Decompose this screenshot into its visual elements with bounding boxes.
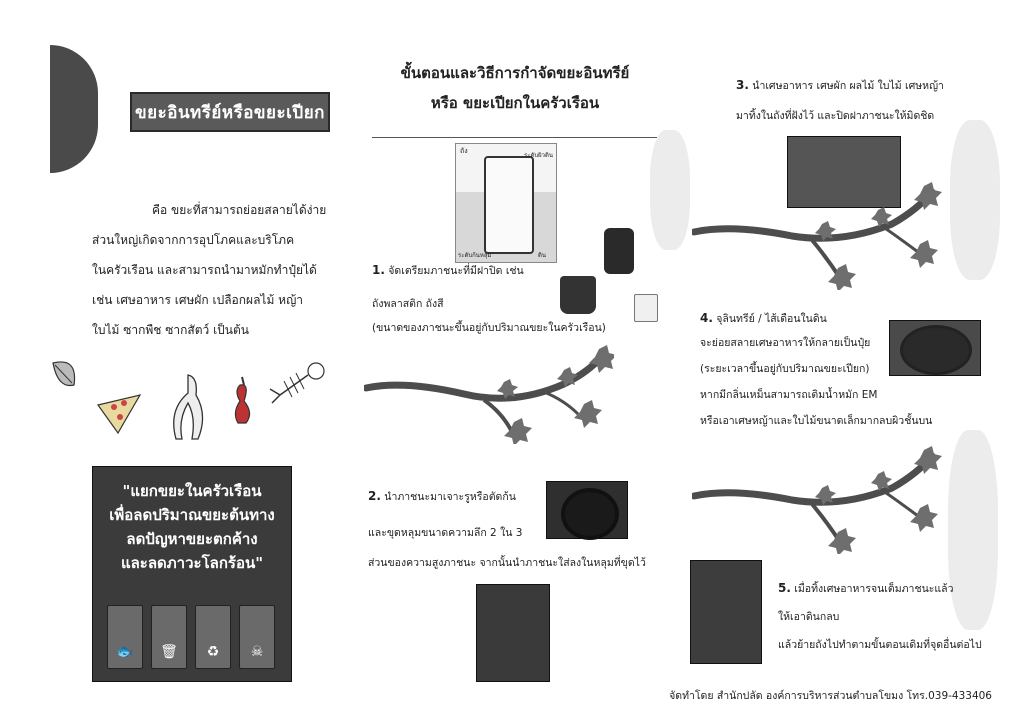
step-line: เมื่อทิ้งเศษอาหารจนเต็มภาชนะแล้ว [794,583,954,595]
step-3 [736,70,976,131]
bin-hazardous [239,605,275,669]
waste-icons [48,355,328,445]
campaign-poster [92,466,292,682]
title-line: หรือ ขยะเปียกในครัวเรือน [430,94,600,112]
buried-bin-photo [476,584,550,682]
decorative-half-circle [50,45,98,173]
background-shape [650,130,690,250]
step-line: หรือเอาเศษหญ้าและใบไม้ขนาดเล็กมากลบผิวชั้นบน [700,415,933,427]
leaf-icon [53,362,75,386]
burial-diagram [455,143,557,263]
step-line: นำเศษอาหาร เศษผัก ผลไม้ ใบไม้ เศษหญ้า [752,80,944,92]
poster-line: "แยกขยะในครัวเรือน [122,482,262,500]
diagram-label: ถัง [460,147,468,155]
step-line: (ระยะเวลาขึ้นอยู่กับปริมาณขยะเปียก) [700,363,870,375]
step-number: 1. [372,263,385,277]
divider [372,137,657,138]
step-line: ให้เอาดินกลบ [778,611,840,623]
step-line: ถังพลาสติก ถังสี [372,298,444,310]
footer-credit: จัดทำโดย สำนักปลัด องค์การบริหารส่วนตำบลโขมง โทร.039-433406 [669,690,992,702]
definition-line: ในครัวเรือน และสามารถนำมาหมักทำปุ๋ยได้ [92,263,317,277]
bin-recycle [195,605,231,669]
section-heading: ขยะอินทรีย์หรือขยะเปียก [130,92,330,132]
skull-icon: ☠ [250,644,264,660]
step-title: จุลินทรีย์ / ไส้เดือนในดิน [716,313,827,325]
trash-icon: 🗑 [160,644,178,660]
step-line: ส่วนของความสูงภาชนะ จากนั้นนำภาชนะใส่ลงในหลุมที่ขุดไว้ [368,557,646,569]
background-shape [950,120,1000,280]
person-burying-photo [690,560,762,664]
poster-line: และลดภาวะโลกร้อน" [120,554,264,572]
step-number: 3. [736,78,749,92]
step-line: หากมีกลิ่นเหม็นสามารถเติมน้ำหมัก EM [700,389,878,401]
step-line: นำภาชนะมาเจาะรูหรือตัดก้น [384,491,516,503]
title-line: ขั้นตอนและวิธีการกำจัดขยะอินทรีย์ [400,64,630,82]
step-4-detail [700,330,990,434]
step-5 [778,574,994,659]
definition-line: ใบไม้ ซากพืช ซากสัตว์ เป็นต้น [92,323,249,337]
poster-line: เพื่อลดปริมาณขยะต้นทาง [109,506,275,524]
diagram-label: ดิน [538,252,546,259]
bin-food-waste [107,605,143,669]
step-number: 5. [778,581,791,595]
main-title [392,58,638,118]
step-2 [368,484,558,509]
step-line: จัดเตรียมภาชนะที่มีฝาปิด เช่น [388,265,524,277]
step-line: แล้วย้ายถังไปทำตามขั้นตอนเดิมที่จุดอื่นต่อไป [778,639,982,651]
poster-slogan [93,479,291,575]
recycle-icon: ♻ [206,644,220,660]
step-line: และขุดหลุมขนาดความลึก 2 ใน 3 [368,527,523,539]
step-number: 4. [700,311,713,325]
step-line: จะย่อยสลายเศษอาหารให้กลายเป็นปุ๋ย [700,337,871,349]
definition-text [92,195,342,345]
bin-illustration [484,156,534,254]
branch-illustration [692,180,942,290]
hole-photo [546,481,628,539]
fish-icon: 🐟 [116,644,134,660]
branch-illustration [364,344,614,444]
poster-line: ลดปัญหาขยะตกค้าง [126,530,258,548]
fish-bone-icon [270,363,324,403]
definition-line: เช่น เศษอาหาร เศษผัก เปลือกผลไม้ หญ้า [92,293,304,307]
pizza-slice-icon [98,395,140,433]
apple-core-icon [235,377,249,423]
bin-general-waste [151,605,187,669]
definition-line: คือ ขยะที่สามารถย่อยสลายได้ง่าย [152,203,327,217]
diagram-label: ระดับก้นหลุม [458,252,492,259]
step-number: 2. [368,489,381,503]
step-line: (ขนาดของภาชนะขึ้นอยู่กับปริมาณขยะในครัวเรือน) [372,322,606,334]
branch-illustration [692,444,942,554]
banana-peel-icon [174,375,203,439]
diagram-label: ระดับผิวดิน [524,152,554,159]
bin-rim [561,488,619,540]
step-1 [372,258,612,283]
step-4-heading [700,306,890,331]
definition-line: ส่วนใหญ่เกิดจากการอุปโภคและบริโภค [92,233,295,247]
step-line: มาทิ้งในถังที่ฝังไว้ และปิดฝาภาชนะให้มิดชิด [736,110,935,122]
step-1-detail [372,292,652,340]
